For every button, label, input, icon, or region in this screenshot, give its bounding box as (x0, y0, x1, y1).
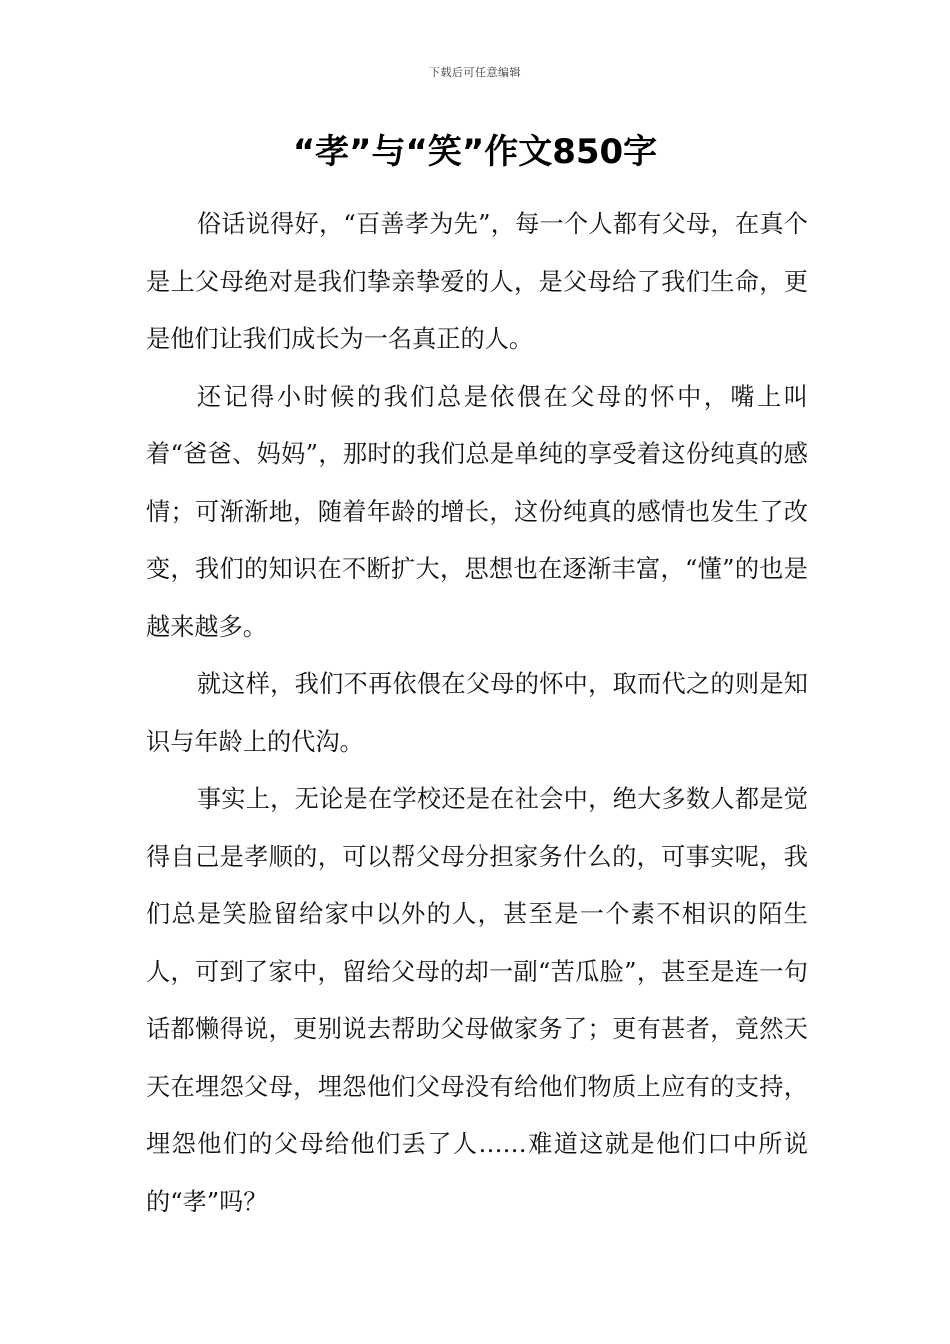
paragraph: 就这样，我们不再依偎在父母的怀中，取而代之的则是知识与年龄上的代沟。 (146, 670, 808, 756)
paragraph: 事实上，无论是在学校还是在社会中，绝大多数人都是觉得自己是孝顺的，可以帮父母分担家务什么的，可事实呢，我们总是笑脸留给家中以外的人，甚至是一个素不相识的陌生人，可到了家中，留给父母的却一副“苦瓜脸”，甚至是连一句话都懒得说，更别说去帮助父母做家务了；更有甚者，竟然天天在埋怨父母，埋怨他们父母没有给他们物质上应有的支持，埋怨他们的父母给他们丢了人……难道这就是他们口中所说的“孝”吗？ (146, 785, 808, 1216)
paragraph: 俗话说得好，“百善孝为先”，每一个人都有父母，在真个是上父母绝对是我们挚亲挚爱的人，是父母给了我们生命，更是他们让我们成长为一名真正的人。 (146, 210, 808, 353)
document-body (146, 196, 808, 1231)
document-title: “孝”与“笑”作文850字 (292, 132, 658, 172)
paragraph: 还记得小时候的我们总是依偎在父母的怀中，嘴上叫着“爸爸、妈妈”，那时的我们总是单纯的享受着这份纯真的感情；可渐渐地，随着年龄的增长，这份纯真的感情也发生了改变，我们的知识在不断扩大，思想也在逐渐丰富，“懂”的也是越来越多。 (146, 382, 808, 641)
header-note: 下载后可任意编辑 (429, 66, 521, 79)
